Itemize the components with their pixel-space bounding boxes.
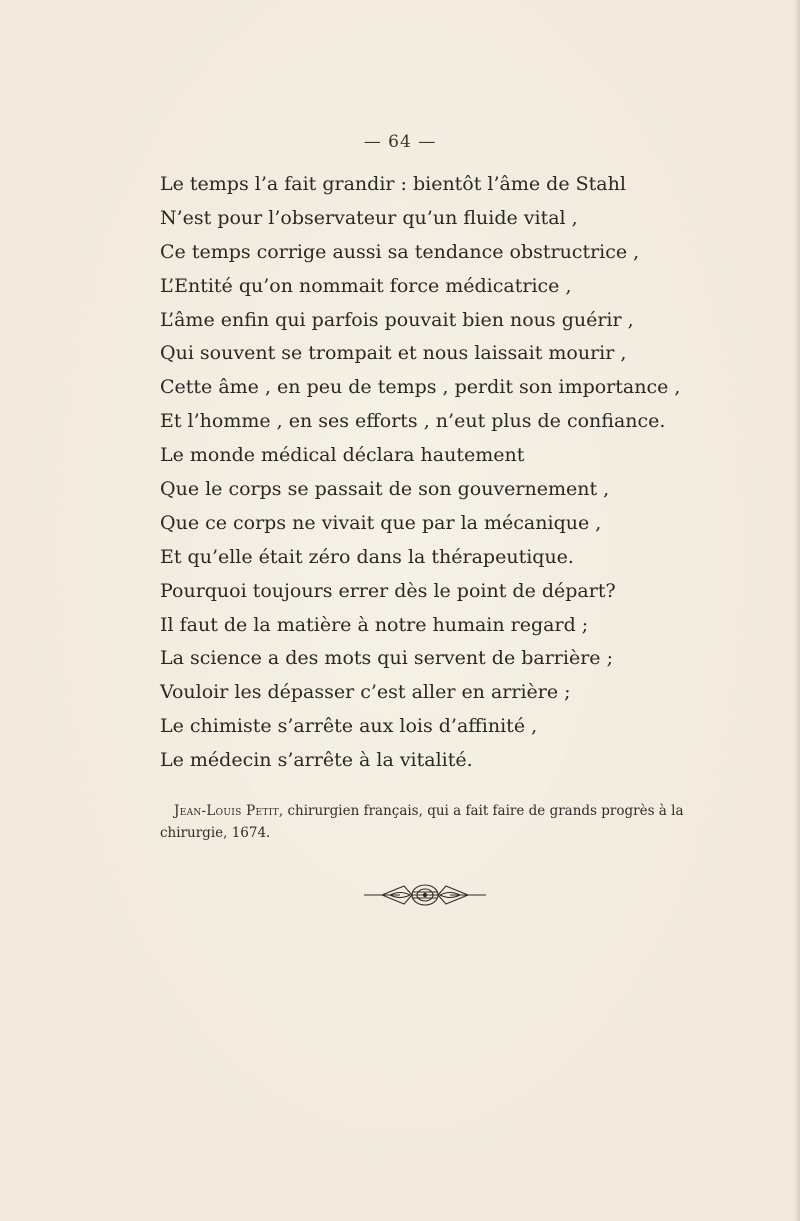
page-edge-shadow <box>794 0 800 1221</box>
poem-line: Le monde médical déclara hautement <box>160 444 525 467</box>
poem-stanza <box>160 168 680 778</box>
poem-line: Cette âme , en peu de temps , perdit son importance , <box>160 376 681 399</box>
poem-line: Et l’homme , en ses efforts , n’eut plus de confiance. <box>160 410 666 433</box>
poem-line: Ce temps corrige aussi sa tendance obstructrice , <box>160 240 640 263</box>
poem-line: Il faut de la matière à notre humain regard ; <box>160 613 589 636</box>
footnote-text: , chirurgien français, qui a fait faire de grands progrès à la chirurgie, 1674. <box>160 803 684 841</box>
poem-line: Et qu’elle était zéro dans la thérapeutique. <box>160 545 574 568</box>
poem-line: Pourquoi toujours errer dès le point de départ? <box>160 579 616 602</box>
poem-line: Que le corps se passait de son gouvernement , <box>160 478 610 501</box>
poem-line: Vouloir les dépasser c’est aller en arrière ; <box>160 681 571 704</box>
poem-line: La science a des mots qui servent de barrière ; <box>160 647 613 670</box>
page-number: — 64 — <box>363 132 437 152</box>
footnote <box>160 800 700 844</box>
poem-line: Le médecin s’arrête à la vitalité. <box>160 749 473 772</box>
fleuron-ornament-icon <box>360 880 490 910</box>
poem-line: N’est pour l’observateur qu’un fluide vital , <box>160 206 578 229</box>
poem-line: Le temps l’a fait grandir : bientôt l’âme de Stahl <box>160 173 626 195</box>
poem-line: L’Entité qu’on nommait force médicatrice , <box>160 274 572 297</box>
poem-line: L’âme enfin qui parfois pouvait bien nous guérir , <box>160 308 634 331</box>
poem-line: Que ce corps ne vivait que par la mécanique , <box>160 511 602 534</box>
poem-line: Le chimiste s’arrête aux lois d’affinité , <box>160 715 538 738</box>
poem-line: Qui souvent se trompait et nous laissait mourir , <box>160 342 627 365</box>
footnote-name: Jean-Louis Petit <box>174 803 279 819</box>
